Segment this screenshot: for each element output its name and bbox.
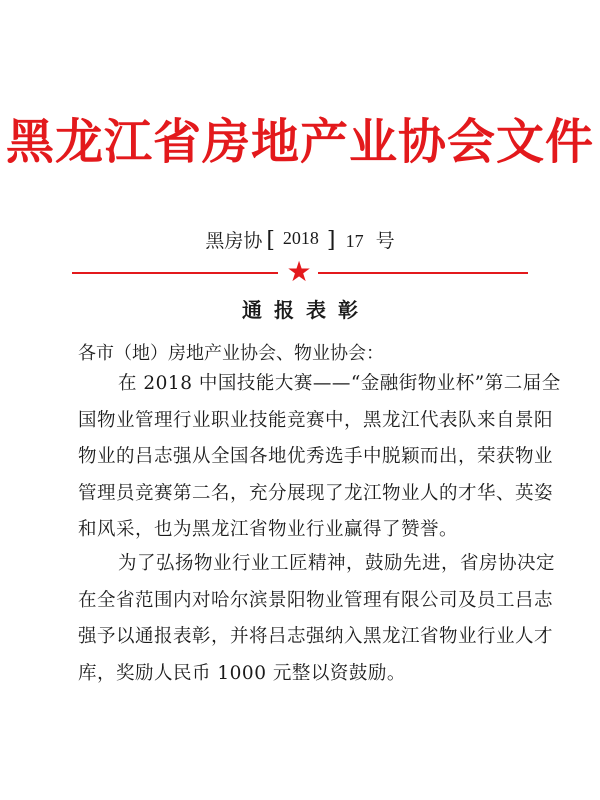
document-header-title: 黑龙江省房地产业协会文件 [5, 114, 594, 170]
notice-title: 通报表彰 [242, 298, 370, 322]
paragraph-1-line: 管理员竞赛第二名，充分展现了龙江物业人的才华、英姿 [78, 482, 554, 504]
salutation: 各市（地）房地产业协会、物业协会： [78, 343, 384, 364]
paragraph-1-line: 在 2018 中国技能大赛——“金融街物业杯”第二届全 [118, 373, 561, 394]
red-divider-left [72, 272, 278, 274]
paragraph-1-line: 物业的吕志强从全国各地优秀选手中脱颖而出，荣获物业 [78, 446, 554, 467]
paragraph-1-line: 和风采，也为黑龙江省物业行业赢得了赞誉。 [78, 519, 459, 540]
red-star-icon: ★ [286, 255, 312, 288]
paragraph-2-line: 库，奖励人民币 1000 元整以资鼓励。 [78, 662, 406, 684]
document-number-open-bracket: [ [266, 228, 275, 253]
paragraph-2-line: 为了弘扬物业行业工匠精神，鼓励先进，省房协决定 [118, 553, 556, 574]
document-number-close-bracket: ] [326, 228, 336, 253]
paragraph-2-line: 强予以通报表彰，并将吕志强纳入黑龙江省物业行业人才 [78, 626, 554, 647]
document-number-suffix: 号 [375, 230, 395, 252]
paragraph-1-line: 国物业管理行业职业技能竞赛中，黑龙江代表队来自景阳 [78, 409, 554, 431]
document-number [0, 228, 600, 254]
document-number-year: 2018 [282, 228, 319, 248]
document-number-prefix: 黑房协 [205, 230, 263, 252]
paragraph-2-line: 在全省范围内对哈尔滨景阳物业管理有限公司及员工吕志 [78, 589, 554, 611]
document-number-value: 17 [345, 231, 364, 251]
paragraph-1 [78, 366, 561, 549]
red-divider-right [318, 272, 528, 274]
paragraph-2 [78, 546, 556, 692]
